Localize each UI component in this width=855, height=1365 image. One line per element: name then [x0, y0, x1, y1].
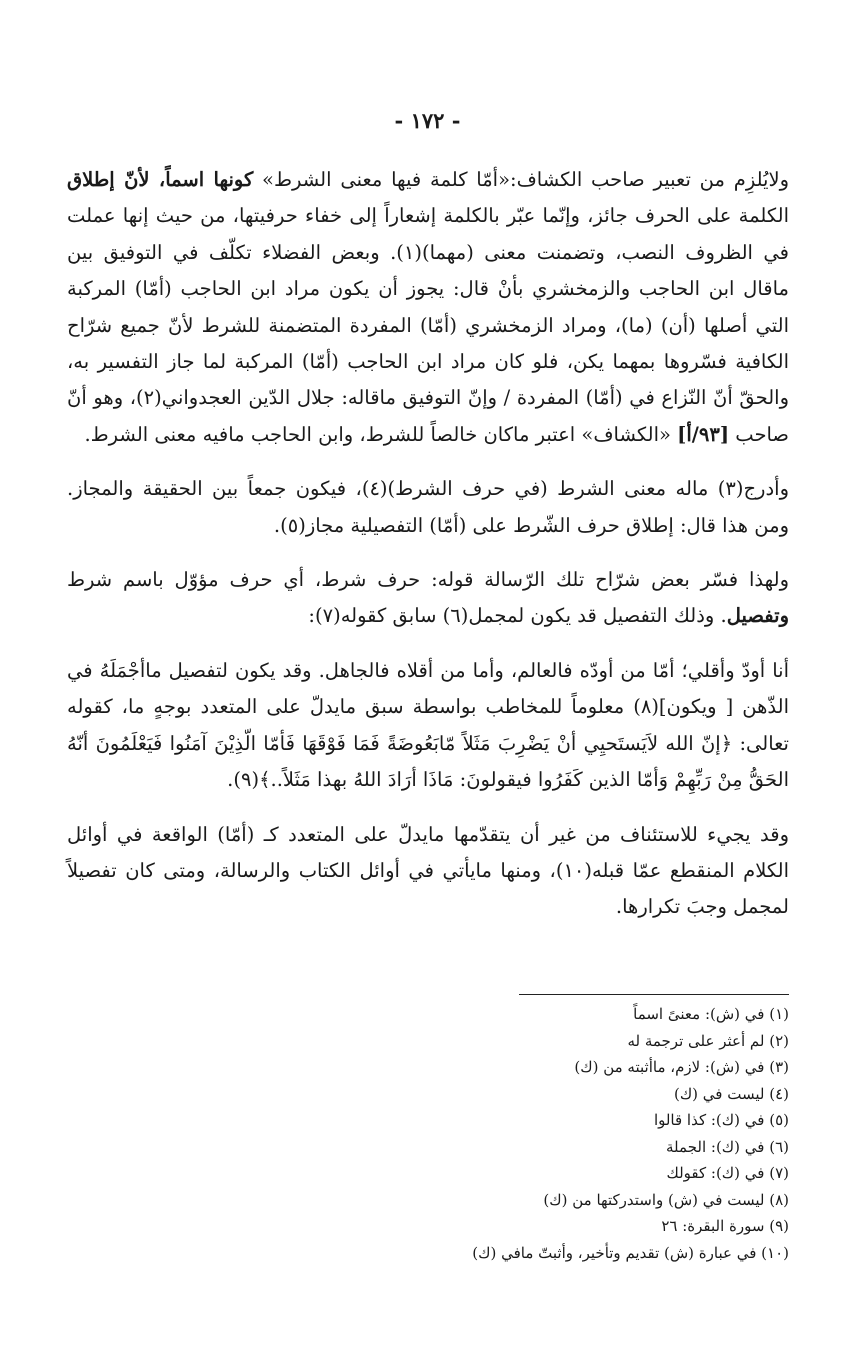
page-number: - ١٧٢ -	[394, 108, 461, 133]
footnote: (٤) ليست في (ك)	[673, 1084, 789, 1103]
main-text	[67, 162, 789, 944]
footnote-separator	[519, 994, 789, 995]
paragraph-1-opening: ولايُلزِم من تعبير صاحب الكشاف:«أمّا كلمة فيها معنى الشرط»	[253, 168, 789, 191]
footnote: (٦) في (ك): الجملة	[666, 1137, 789, 1156]
footnote: (٥) في (ك): كذا قالوا	[653, 1111, 789, 1129]
paragraph-3-bold-word: وتفصيل	[726, 604, 789, 628]
paragraph-1-ending: «الكشاف» اعتبر ماكان خالصاً للشرط، وابن الحاجب مافيه معنى الشرط.	[84, 422, 678, 446]
footnote: (٢) لم أعثر على ترجمة له	[627, 1031, 789, 1050]
paragraph-3-opening: ولهذا فسّر بعض شرّاح تلك الرّسالة قوله: حرف شرط، أي حرف مؤوّل باسم شرط	[67, 568, 789, 592]
quran-quote: ﴿إنّ الله لاَيَستَحيِي أنْ يَضْرِبَ مَثَلاً مّابَعُوضَةً فَمَا فَوْقَهَا فَأمّا الّذِيْنَ آمَنُوا فَيَعْلَمُونَ أنّهُ الحَقُّ مِنْ رَبِّهِمْ وَأمّا الذين كَفَرُوا فيقولونَ: مَاذَا أرَادَ اللهُ بهذا مَثَلاً..﴾(٩).	[67, 731, 789, 792]
paragraph-5: وقد يجيء للاستئناف من غير أن يتقدّمها مايدلّ على المتعدد كـ (أمّا) الواقعة في أوائل الكلام المنقطع عمّا قبله(١٠)، ومنها مايأتي في أوائل الكتاب والرسالة، ومتى كان تفصيلاً لمجمل وجبَ تكرارها.	[67, 822, 789, 919]
footnote: (١٠) في عبارة (ش) تقديم وتأخير، وأثبتّ مافي (ك)	[472, 1243, 789, 1262]
paragraph-4	[67, 653, 789, 799]
paragraph-4-opening: أنا أودّ وأقلي؛ أمّا من أودّه فالعالم، وأما من أقلاه فالجاهل. وقد يكون لتفصيل ماأجْمَلَهُ في الذّهن [ ويكون](٨) معلوماً للمخاطب بواسطة سبق مايدلّ على المتعدد بوجهٍ ما، كقوله تعالى:	[67, 658, 789, 755]
footnote: (٨) ليست في (ش) واستدركتها من (ك)	[543, 1190, 789, 1209]
paragraph-2: وأدرج(٣) ماله معنى الشرط (في حرف الشرط)(٤)، فيكون جمعاً بين الحقيقة والمجاز. ومن هذا قال: إطلاق حرف الشّرط على (أمّا) التفصيلية مجاز(٥).	[67, 477, 789, 537]
paragraph-1	[67, 162, 789, 453]
footnote: (١) في (ش): معنىً اسماً	[633, 1005, 789, 1023]
paragraph-1-body: الكلمة على الحرف جائز، وإنّما عبّر بالكلمة إشعاراً إلى خفاء حرفيتها، من حيث إنها عملت في الظروف النصب، وتضمنت معنى (مهما)(١). وبعض الفضلاء تكلّف في التوفيق بين ماقال ابن الحاجب والزمخشري بأنْ قال: يجوز أن يكون مراد ابن الحاجب (أمّا) المركبة التي أصلها (أن) (ما)، ومراد الزمخشري (أمّا) المفردة المتضمنة للشرط لأنّ جميع شرّاح الكافية فسّروها بمهما يكن، فلو كان مراد ابن الحاجب (أمّا) المركبة لما جاز التفسير به، والحقّ أنّ النّزاع في (أمّا) المفردة / وإنّ التوفيق ماقاله: جلال الدّين العجدواني(٢)، وهو أنّ صاحب	[67, 204, 789, 446]
manuscript-folio-marker: [٩٣/أ]	[677, 422, 730, 446]
footnote: (٩) سورة البقرة: ٢٦	[661, 1217, 789, 1235]
paragraph-3	[67, 562, 789, 635]
footnote: (٣) في (ش): لازم، ماأثبته من (ك)	[574, 1058, 789, 1076]
footnote: (٧) في (ك): كقولك	[666, 1164, 789, 1182]
paragraph-1-bold-phrase: كونها اسماً، لأنّ إطلاق	[67, 168, 254, 191]
footnotes-list	[67, 1001, 789, 1266]
paragraph-3-ending: . وذلك التفصيل قد يكون لمجمل(٦) سابق كقوله(٧):	[308, 604, 727, 628]
